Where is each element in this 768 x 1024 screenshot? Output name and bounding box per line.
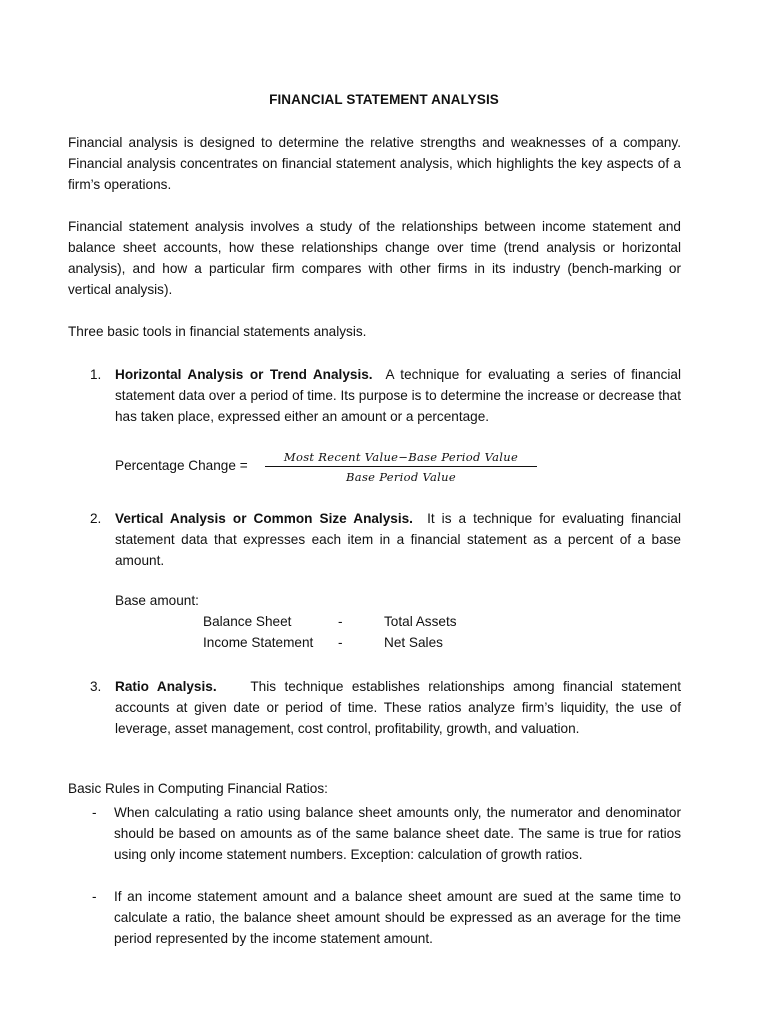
tool-description: It is a technique for evaluating financial statement data that expresses each item in a financial statement as a percent of a base amount. [115, 511, 682, 568]
bullet-dash: - [92, 805, 97, 820]
fraction-bar [265, 466, 537, 467]
base-row-base: Total Assets [384, 614, 457, 629]
list-body [115, 676, 681, 739]
bullet-dash: - [92, 889, 97, 904]
intro-paragraph: Financial analysis is designed to determine the relative strengths and weaknesses of a company. Financial analysis concentrates on financial statement analysis, which highlights the key aspects of a firm’s operations. [68, 135, 681, 192]
list-number: 1. [90, 367, 102, 382]
base-row-statement: Balance Sheet [203, 614, 292, 629]
formula-fraction [265, 449, 537, 485]
tool-description: A technique for evaluating a series of financial statement data over a period of time. Its purpose is to determine the increase or decrease that has taken place, expressed either an amount or a percentage. [115, 367, 681, 424]
rules-heading: Basic Rules in Computing Financial Ratios: [68, 781, 328, 796]
formula-denominator: Base Period Value [346, 470, 456, 484]
tool-description: This technique establishes relationships among financial statement accounts at given date or period of time. These ratios analyze firm’s liquidity, the use of leverage, asset management, cost control, profitability, growth, and valuation. [115, 679, 681, 736]
rule-text: When calculating a ratio using balance sheet amounts only, the numerator and denominator should be based on amounts as of the same balance sheet date. The same is true for ratios using only income statement numbers. Exception: calculation of growth ratios. [114, 805, 681, 862]
analysis-paragraph: Financial statement analysis involves a study of the relationships between income statement and balance sheet accounts, how these relationships change over time (trend analysis or horizontal analysis), and how a particular firm compares with other firms in its industry (bench-marking or vertical analysis). [68, 219, 681, 297]
tool-heading: Vertical Analysis or Common Size Analysis. [115, 511, 413, 526]
list-number: 2. [90, 511, 102, 526]
base-row-dash: - [338, 635, 343, 650]
formula-label: Percentage Change = [115, 458, 248, 473]
base-row-statement: Income Statement [203, 635, 314, 650]
base-row-dash: - [338, 614, 343, 629]
tools-intro-paragraph: Three basic tools in financial statements analysis. [68, 324, 367, 339]
base-amount-label: Base amount: [115, 593, 199, 608]
base-row-base: Net Sales [384, 635, 443, 650]
formula-numerator: Most Recent Value−Base Period Value [283, 450, 519, 464]
tool-heading: Horizontal Analysis or Trend Analysis. [115, 367, 373, 382]
list-body [115, 364, 681, 427]
page-title: FINANCIAL STATEMENT ANALYSIS [269, 92, 499, 107]
rule-text: If an income statement amount and a balance sheet amount are sued at the same time to calculate a ratio, the balance sheet amount should be expressed as an average for the time period represented by the income statement amount. [114, 889, 681, 946]
list-body [115, 508, 681, 571]
tool-heading: Ratio Analysis. [115, 679, 217, 694]
list-number: 3. [90, 679, 102, 694]
